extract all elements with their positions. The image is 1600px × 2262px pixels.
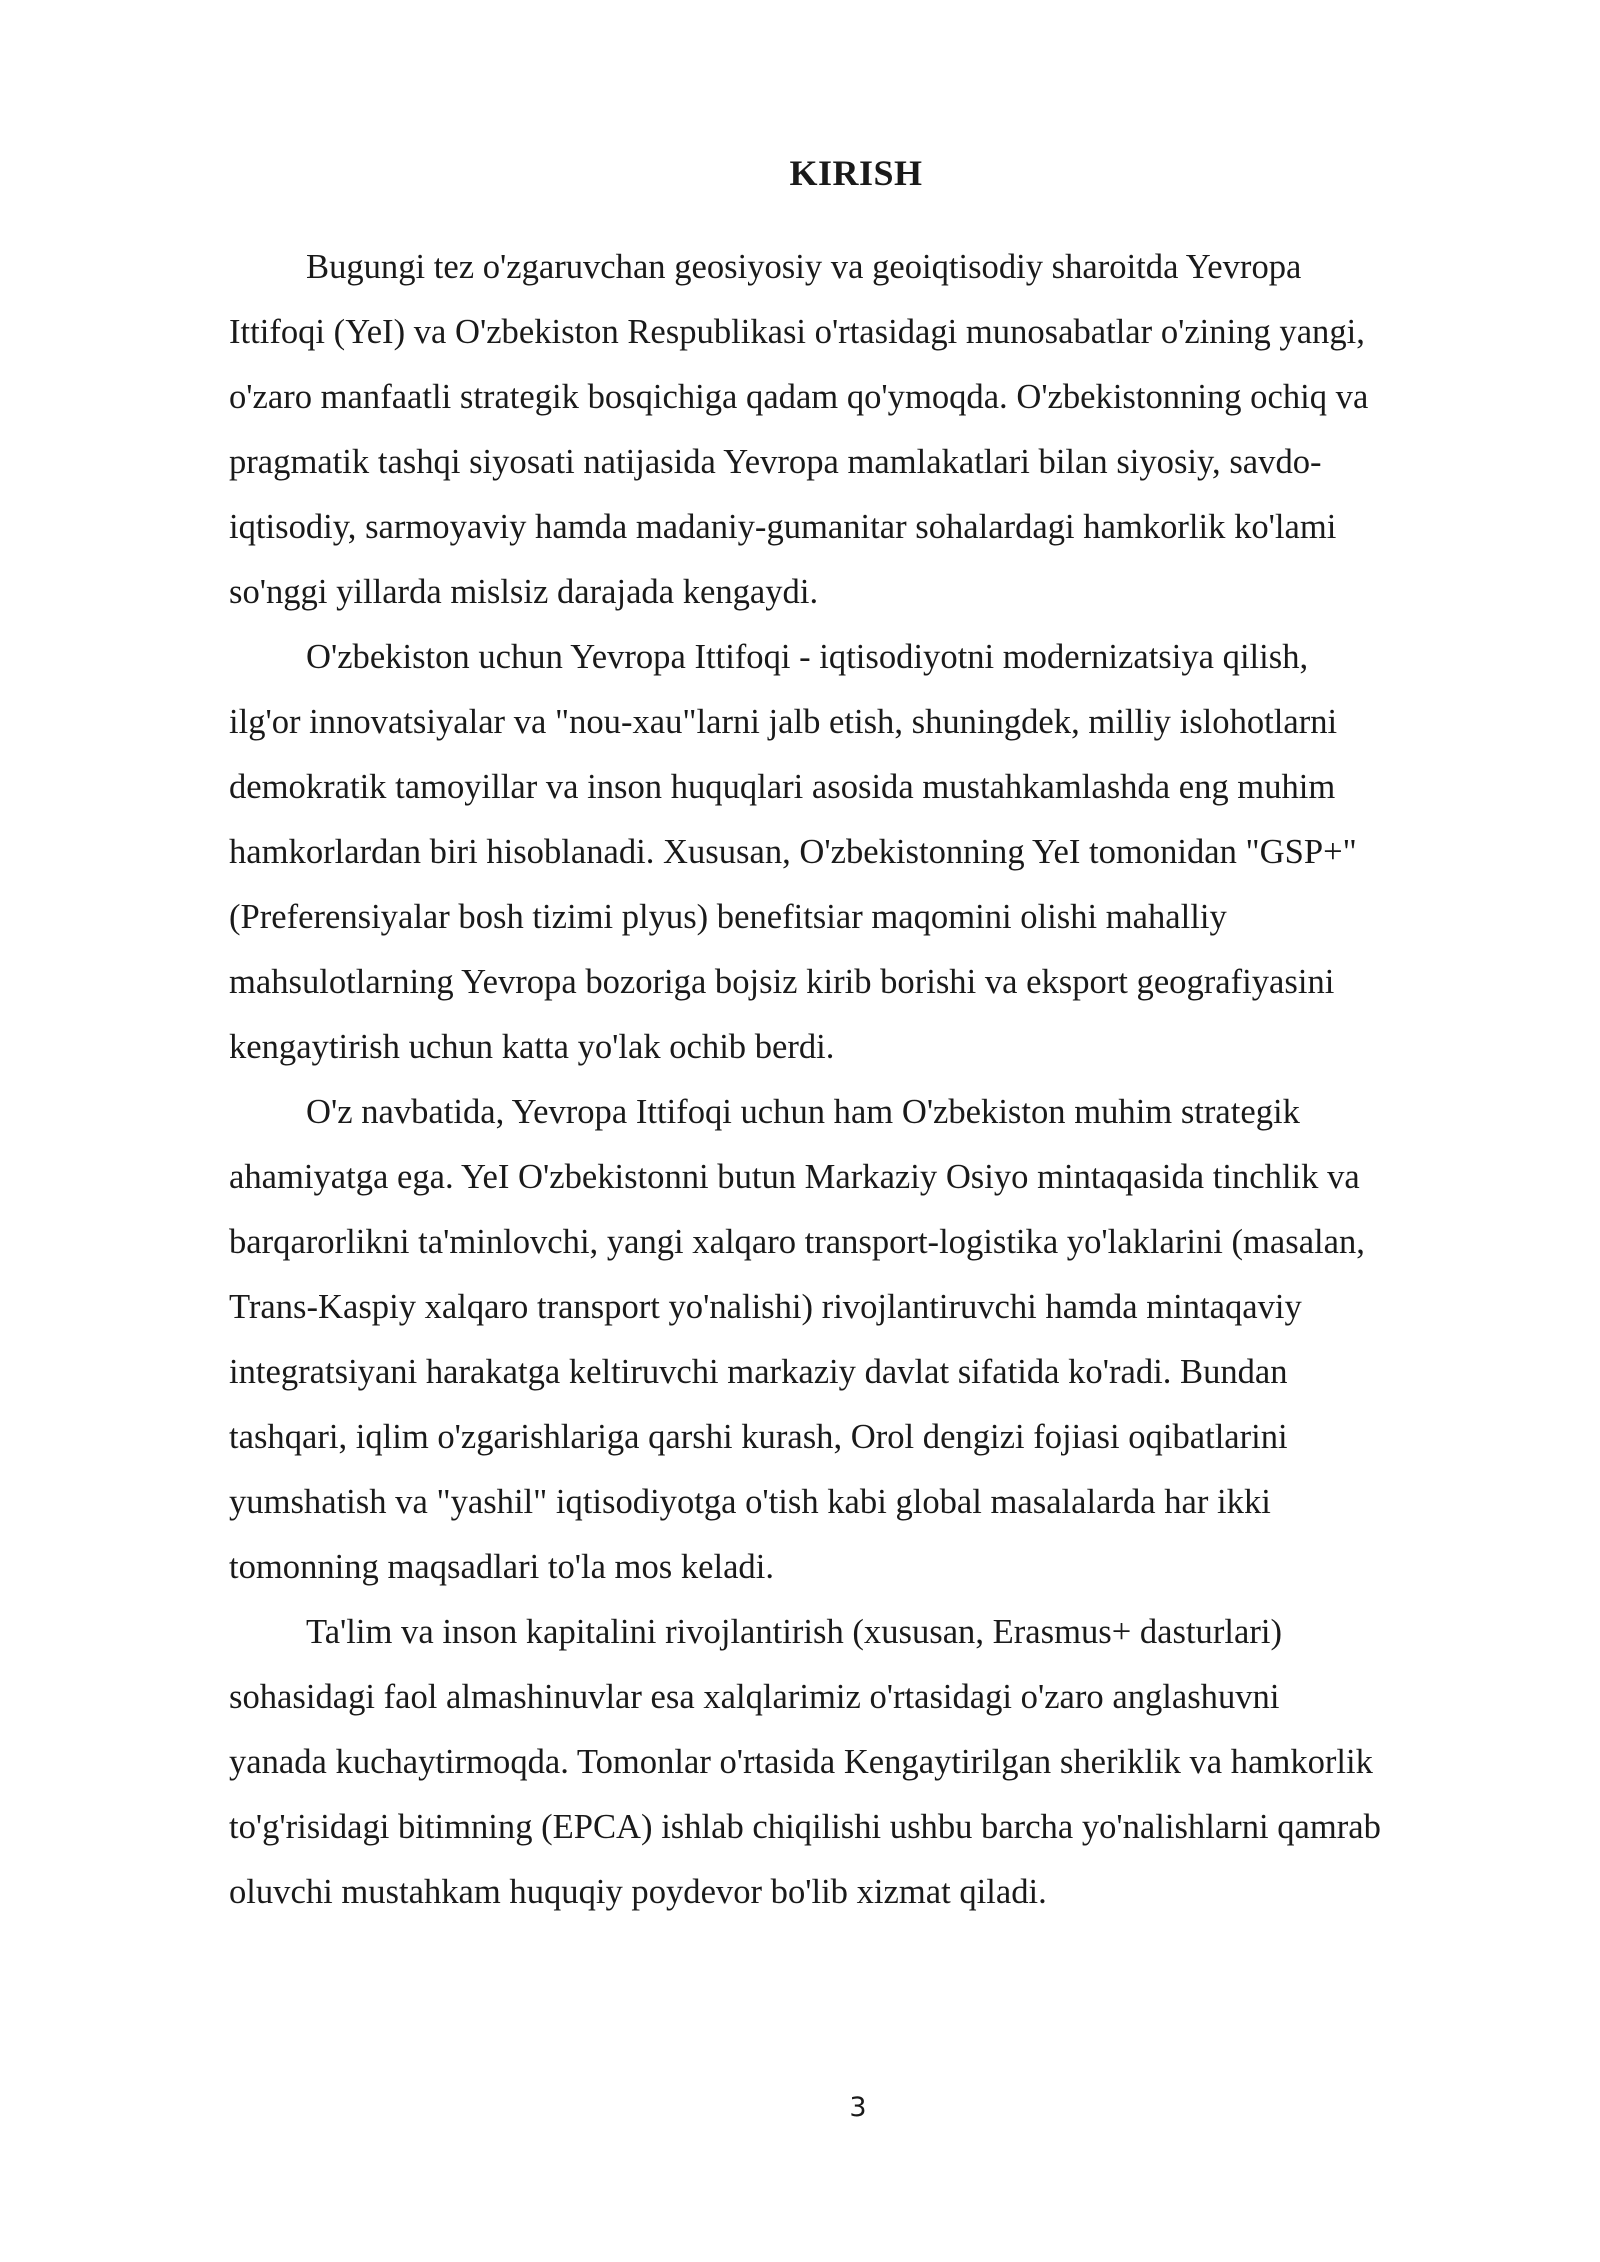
- text-line: tomonning maqsadlari to'la mos keladi.: [229, 1548, 774, 1586]
- text-line: oluvchi mustahkam huquqiy poydevor bo'lib xizmat qiladi.: [229, 1873, 1047, 1911]
- paragraph-2: [229, 625, 1491, 1080]
- text-line: tashqari, iqlim o'zgarishlariga qarshi kurash, Orol dengizi fojiasi oqibatlarini: [229, 1418, 1288, 1456]
- text-line: ilg'or innovatsiyalar va "nou-xau"larni jalb etish, shuningdek, milliy islohotlarni: [229, 703, 1338, 741]
- text-line: hamkorlardan biri hisoblanadi. Xususan, O'zbekistonning YeI tomonidan "GSP+": [229, 833, 1357, 871]
- paragraph-3: [229, 1080, 1491, 1600]
- text-line: Trans-Kaspiy xalqaro transport yo'nalishi) rivojlantiruvchi hamda mintaqaviy: [229, 1288, 1302, 1326]
- paragraph-1: [229, 235, 1491, 625]
- text-line: barqarorlikni ta'minlovchi, yangi xalqaro transport-logistika yo'laklarini (masalan,: [229, 1223, 1365, 1261]
- text-line: ahamiyatga ega. YeI O'zbekistonni butun Markaziy Osiyo mintaqasida tinchlik va: [229, 1158, 1360, 1196]
- text-line: so'nggi yillarda mislsiz darajada kengaydi.: [229, 573, 819, 611]
- page-title: KIRISH: [789, 153, 923, 193]
- text-line: iqtisodiy, sarmoyaviy hamda madaniy-gumanitar sohalardagi hamkorlik ko'lami: [229, 508, 1337, 546]
- text-line: O'zbekiston uchun Yevropa Ittifoqi - iqtisodiyotni modernizatsiya qilish,: [306, 638, 1309, 676]
- text-line: to'g'risidagi bitimning (EPCA) ishlab chiqilishi ushbu barcha yo'nalishlarni qamrab: [229, 1808, 1381, 1846]
- text-line: (Preferensiyalar bosh tizimi plyus) benefitsiar maqomini olishi mahalliy: [229, 898, 1227, 936]
- text-line: demokratik tamoyillar va inson huquqlari asosida mustahkamlashda eng muhim: [229, 768, 1336, 806]
- body-text: [229, 235, 1491, 1925]
- text-line: Ittifoqi (YeI) va O'zbekiston Respublikasi o'rtasidagi munosabatlar o'zining yangi,: [229, 313, 1365, 351]
- text-line: yumshatish va "yashil" iqtisodiyotga o'tish kabi global masalalarda har ikki: [229, 1483, 1271, 1521]
- text-line: Ta'lim va inson kapitalini rivojlantirish (xususan, Erasmus+ dasturlari): [306, 1613, 1282, 1651]
- text-line: kengaytirish uchun katta yo'lak ochib berdi.: [229, 1028, 835, 1066]
- page-number: 3: [849, 2092, 867, 2123]
- text-line: sohasidagi faol almashinuvlar esa xalqlarimiz o'rtasidagi o'zaro anglashuvni: [229, 1678, 1280, 1716]
- text-line: o'zaro manfaatli strategik bosqichiga qadam qo'ymoqda. O'zbekistonning ochiq va: [229, 378, 1369, 416]
- paragraph-4: [229, 1600, 1491, 1925]
- text-line: mahsulotlarning Yevropa bozoriga bojsiz kirib borishi va eksport geografiyasini: [229, 963, 1335, 1001]
- text-line: yanada kuchaytirmoqda. Tomonlar o'rtasida Kengaytirilgan sheriklik va hamkorlik: [229, 1743, 1373, 1781]
- text-line: O'z navbatida, Yevropa Ittifoqi uchun ham O'zbekiston muhim strategik: [306, 1093, 1300, 1131]
- text-line: Bugungi tez o'zgaruvchan geosiyosiy va geoiqtisodiy sharoitda Yevropa: [306, 248, 1302, 286]
- text-line: pragmatik tashqi siyosati natijasida Yevropa mamlakatlari bilan siyosiy, savdo-: [229, 443, 1322, 481]
- text-line: integratsiyani harakatga keltiruvchi markaziy davlat sifatida ko'radi. Bundan: [229, 1353, 1288, 1391]
